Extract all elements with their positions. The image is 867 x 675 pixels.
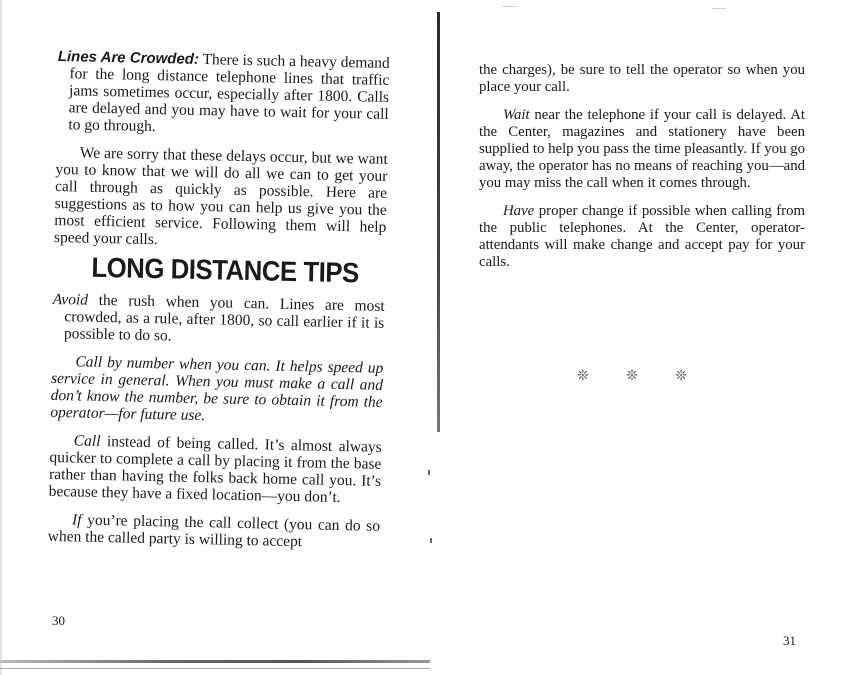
section-ornaments xyxy=(577,368,687,385)
intro-paragraph: We are sorry that these delays occur, but we want you to know that we will do all we can to get your call through as quickly as possible. Here are suggestions as to how you can help us give you the most efficient service. Following them will help speed your calls. xyxy=(53,144,388,249)
scan-speck xyxy=(502,6,518,7)
tip-have-keyword: Have xyxy=(503,203,535,219)
tip-wait-text: near the telephone if your call is delayed. At the Center, magazines and stationery have been supplied to help you pass the time pleasantly. If you go away, the operator has no means of reaching you—and you may miss the call when it comes through. xyxy=(479,107,805,191)
right-text-column xyxy=(479,62,805,282)
gutter-mark xyxy=(428,470,430,475)
page-number-left: 30 xyxy=(52,613,65,628)
tip-have-text: proper change if possible when calling from the public telephones. At the Center, operator-attendants will make change and accept pay for your calls. xyxy=(479,203,805,270)
scan-bottom-rule xyxy=(0,660,430,663)
binding-gutter xyxy=(437,12,440,432)
asterism-icon: ❊ xyxy=(577,369,589,384)
tip-if-text: you’re placing the call collect (you can do so when the called party is willing to accept xyxy=(47,511,381,551)
scan-bottom-rule-2 xyxy=(0,668,430,669)
tip-wait xyxy=(479,107,805,192)
continued-paragraph: the charges), be sure to tell the operator so when you place your call. xyxy=(479,62,805,95)
tip-call-instead xyxy=(49,432,382,507)
tip-wait-keyword: Wait xyxy=(503,107,530,123)
tip-call-text: instead of being called. It’s almost always quicker to complete a call by placing it from the base rather than having the folks back home call you. It’s because they have a fixed location—you don’t. xyxy=(48,433,382,507)
page-number-right: 31 xyxy=(783,633,796,648)
asterism-icon: ❊ xyxy=(675,369,687,384)
tip-avoid-keyword: Avoid xyxy=(52,290,89,309)
lines-crowded-label: Lines Are Crowded: xyxy=(57,48,200,68)
tip-if-collect xyxy=(48,511,381,552)
right-page xyxy=(442,0,867,675)
tip-have xyxy=(479,203,805,271)
asterism-icon: ❊ xyxy=(626,369,638,384)
lines-crowded-paragraph xyxy=(56,48,390,140)
tip-avoid xyxy=(52,291,385,349)
scan-speck xyxy=(712,8,726,9)
gutter-mark xyxy=(430,538,432,543)
left-text-column xyxy=(47,48,390,563)
tip-call-by-number: Call by number when you can. It helps speed up service in general. When you must make a call and don’t know the number, be sure to obtain it from the operator—for future use. xyxy=(50,353,384,425)
tip-call-keyword: Call xyxy=(73,432,101,450)
lines-crowded-text: There is such a heavy demand for the long distance telephone lines that traffic jams sometimes occur, especially after 1800. Calls are delayed and you may have to wait for your call to go through. xyxy=(68,51,390,136)
tip-avoid-text: the rush when you can. Lines are most crowded, as a rule, after 1800, so call earlier if it is possible to do so. xyxy=(63,291,385,345)
tips-heading: LONG DISTANCE TIPS xyxy=(91,251,360,289)
tip-if-keyword: If xyxy=(71,511,82,529)
